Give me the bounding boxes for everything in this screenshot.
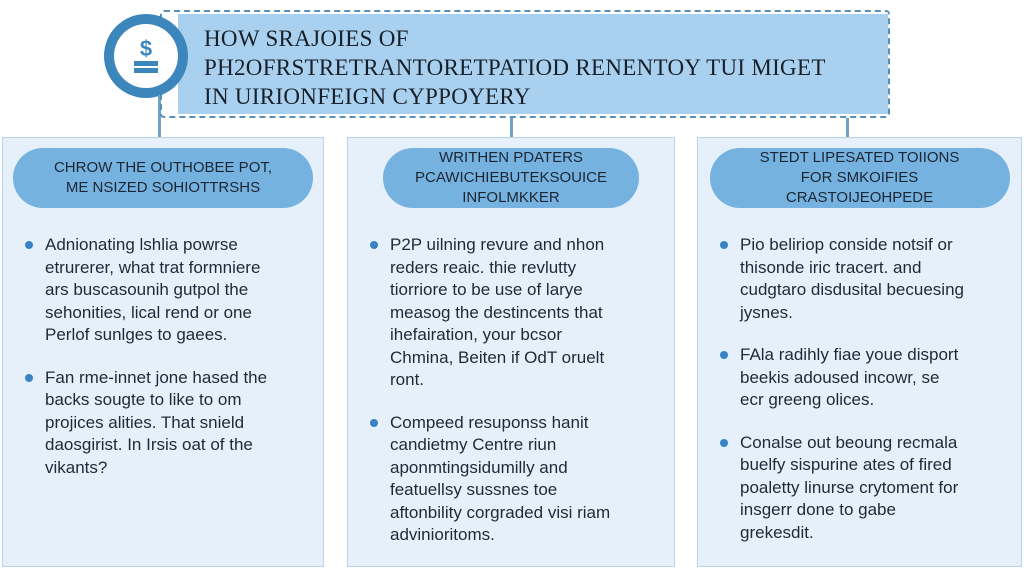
bullet-dot — [370, 241, 378, 249]
header-title-line-2: PH2OFRSTRETRANTORETPATIOD RENENTOY TUI MIGET — [204, 55, 826, 80]
column-center-title: WRITHEN PDATERS PCAWICHIEBUTEKSOUICE INFOLMKKER — [383, 148, 639, 208]
bullet-dot — [25, 374, 33, 382]
bullet-text: P2P uilning revure and nhon reders reaic. thie revlutty tiorriore to be use of larye measog the destincents that ihefairation, your bcsor Chmina, Beiten if OdT oruelt ront. — [390, 235, 605, 389]
list-item — [698, 234, 1021, 324]
column-right-bullets — [698, 234, 1021, 564]
bullet-dot — [25, 241, 33, 249]
svg-text:$: $ — [139, 36, 153, 61]
column-left — [2, 137, 324, 567]
bullet-dot — [720, 351, 728, 359]
bullet-text: FAla radihly fiae youe disport beekis adoused incowr, se ecr greeng olices. — [740, 345, 959, 409]
column-right — [697, 137, 1022, 567]
bullet-dot — [720, 241, 728, 249]
bullet-text: Pio beliriop conside notsif or thisonde iric tracert. and cudgtaro disdusital becuesing jysnes. — [740, 235, 964, 322]
header-title-block — [178, 14, 888, 114]
column-center — [347, 137, 675, 567]
column-left-title: CHROW THE OUTHOBEE POT, ME NSIZED SOHIOTTRSHS — [13, 148, 313, 208]
bullet-text: Conalse out beoung recmala buelfy sispurine ates of fired poaletty linurse crytoment for insgerr done to gabe grekesdit. — [740, 432, 959, 542]
column-center-bullets — [348, 234, 674, 567]
column-left-bullets — [3, 234, 323, 499]
list-item — [698, 432, 1021, 545]
header-badge — [104, 14, 188, 98]
header-title-line-1: HOW SRAJOIES OF — [204, 26, 409, 51]
header-connector-center — [510, 118, 513, 137]
column-right-title: STEDT LIPESATED TOIIONS FOR SMKOIFIES CRASTOIJEOHPEDE — [710, 148, 1010, 208]
bullet-dot — [370, 419, 378, 427]
dollar-document-icon — [128, 36, 164, 76]
list-item — [348, 234, 674, 392]
list-item — [348, 412, 674, 547]
header-title-line-3: IN UIRIONFEIGN CYPPOYERY — [204, 84, 531, 109]
header-connector-right — [846, 118, 849, 137]
bullet-text: Fan rme-innet jone hased the backs sougte to like to om projices alities. That snield daosgirist. In Irsis oat of the vikants? — [45, 367, 268, 477]
bullet-text: Compeed resuponss hanit candietmy Centre riun aponmtingsidumilly and featuellsy sussnes toe aftonbility corgraded visi riam advinioritoms. — [390, 412, 611, 544]
bullet-text: Adnionating lshlia powrse etrurerer, what trat formniere ars buscasounih gutpol the sehonities, lical rend or one Perlof sunlges to gaees. — [45, 235, 261, 344]
list-item — [3, 367, 323, 480]
list-item — [698, 344, 1021, 412]
list-item — [3, 234, 323, 347]
bullet-dot — [720, 439, 728, 447]
